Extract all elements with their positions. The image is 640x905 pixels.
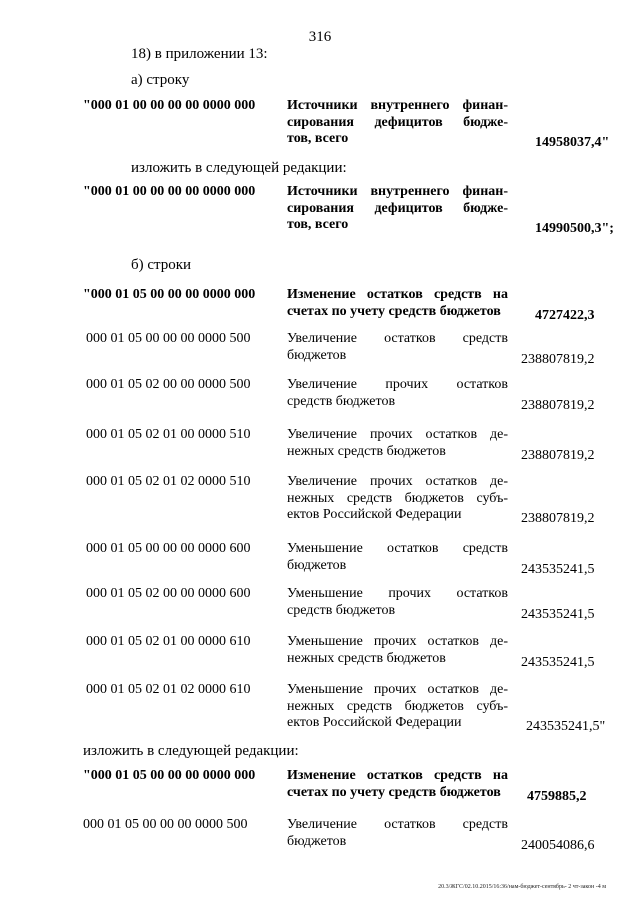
row-amount: 243535241,5 <box>521 654 595 670</box>
row-description-line: нежных средств бюджетов <box>287 443 446 459</box>
row-description-line: Источники внутреннего финан- <box>287 184 508 199</box>
row-description <box>287 377 508 410</box>
row-code: 000 01 05 02 00 00 0000 600 <box>86 586 251 601</box>
row-description-line: бюджетов <box>287 347 347 363</box>
row-description <box>287 817 508 850</box>
row-amount: 14990500,3"; <box>535 221 614 236</box>
row-description <box>287 427 508 460</box>
row-description <box>287 287 508 320</box>
row-code: "000 01 05 00 00 00 0000 000 <box>83 768 256 783</box>
row-amount: 4759885,2 <box>527 788 587 804</box>
row-description-line: сирования дефицитов бюдже- <box>287 114 508 130</box>
row-description-line: Изменение остатков средств на <box>287 287 508 302</box>
row-code: 000 01 05 00 00 00 0000 500 <box>83 817 248 832</box>
row-amount: 238807819,2 <box>521 397 595 413</box>
row-description-line: Уменьшение прочих остатков де- <box>287 682 508 697</box>
row-description-line: нежных средств бюджетов субъ- <box>287 490 508 506</box>
row-description-line: нежных средств бюджетов <box>287 650 446 666</box>
row-amount: 238807819,2 <box>521 351 595 367</box>
row-description <box>287 768 508 801</box>
row-amount: 238807819,2 <box>521 511 595 526</box>
row-description-line: Увеличение прочих остатков де- <box>287 427 508 442</box>
row-amount: 243535241,5 <box>521 606 595 622</box>
row-description-line: Увеличение остатков средств <box>287 331 508 346</box>
row-description <box>287 586 508 619</box>
row-amount: 243535241,5 <box>521 561 595 577</box>
row-code: 000 01 05 02 01 00 0000 510 <box>86 427 251 442</box>
row-description-line: Уменьшение прочих остатков де- <box>287 634 508 649</box>
row-description-line: ектов Российской Федерации <box>287 507 462 522</box>
row-description-line: сирования дефицитов бюдже- <box>287 200 508 216</box>
row-description <box>287 474 508 524</box>
row-code: "000 01 05 00 00 00 0000 000 <box>83 287 256 302</box>
row-description <box>287 682 508 732</box>
item-b-line: б) строки <box>131 257 192 273</box>
row-description <box>287 184 508 234</box>
row-amount: 14958037,4" <box>535 135 610 150</box>
row-description-line: нежных средств бюджетов субъ- <box>287 698 508 714</box>
row-description-line: тов, всего <box>287 131 349 146</box>
row-description <box>287 331 508 364</box>
row-code: 000 01 05 02 01 02 0000 610 <box>86 682 251 697</box>
row-code: "000 01 00 00 00 00 0000 000 <box>83 98 256 113</box>
row-description-line: счетах по учету средств бюджетов <box>287 784 501 800</box>
row-code: 000 01 05 02 01 02 0000 510 <box>86 474 251 489</box>
row-code: 000 01 05 02 00 00 0000 500 <box>86 377 251 392</box>
replace-instruction-2: изложить в следующей редакции: <box>83 743 299 759</box>
page-number: 316 <box>308 29 332 45</box>
footer-note: 20.3/ЖГС/02.10.2015/16:36/нам-бюджет-сентябрь- 2 чт-закон -4 м <box>438 884 606 890</box>
row-description <box>287 98 508 148</box>
replace-instruction-1: изложить в следующей редакции: <box>131 160 347 176</box>
row-description-line: Увеличение прочих остатков <box>287 377 508 392</box>
row-amount: 4727422,3 <box>535 307 595 323</box>
row-description <box>287 541 508 574</box>
row-amount: 238807819,2 <box>521 447 595 463</box>
row-description-line: счетах по учету средств бюджетов <box>287 303 501 319</box>
row-code: 000 01 05 00 00 00 0000 600 <box>86 541 251 556</box>
item-18-heading: 18) в приложении 13: <box>131 46 268 62</box>
row-description-line: тов, всего <box>287 217 349 232</box>
row-description-line: бюджетов <box>287 557 347 573</box>
row-description-line: Увеличение прочих остатков де- <box>287 474 508 489</box>
row-description <box>287 634 508 667</box>
item-a-line: а) строку <box>131 72 190 88</box>
row-description-line: Уменьшение прочих остатков <box>287 586 508 601</box>
row-description-line: средств бюджетов <box>287 393 396 409</box>
row-code: "000 01 00 00 00 00 0000 000 <box>83 184 256 199</box>
row-amount: 243535241,5" <box>526 719 606 734</box>
row-code: 000 01 05 02 01 00 0000 610 <box>86 634 251 649</box>
row-description-line: Изменение остатков средств на <box>287 768 508 783</box>
row-code: 000 01 05 00 00 00 0000 500 <box>86 331 251 346</box>
row-description-line: Источники внутреннего финан- <box>287 98 508 113</box>
row-description-line: средств бюджетов <box>287 602 396 618</box>
row-description-line: Увеличение остатков средств <box>287 817 508 832</box>
row-amount: 240054086,6 <box>521 837 595 853</box>
row-description-line: ектов Российской Федерации <box>287 715 462 730</box>
row-description-line: бюджетов <box>287 833 347 849</box>
row-description-line: Уменьшение остатков средств <box>287 541 508 556</box>
